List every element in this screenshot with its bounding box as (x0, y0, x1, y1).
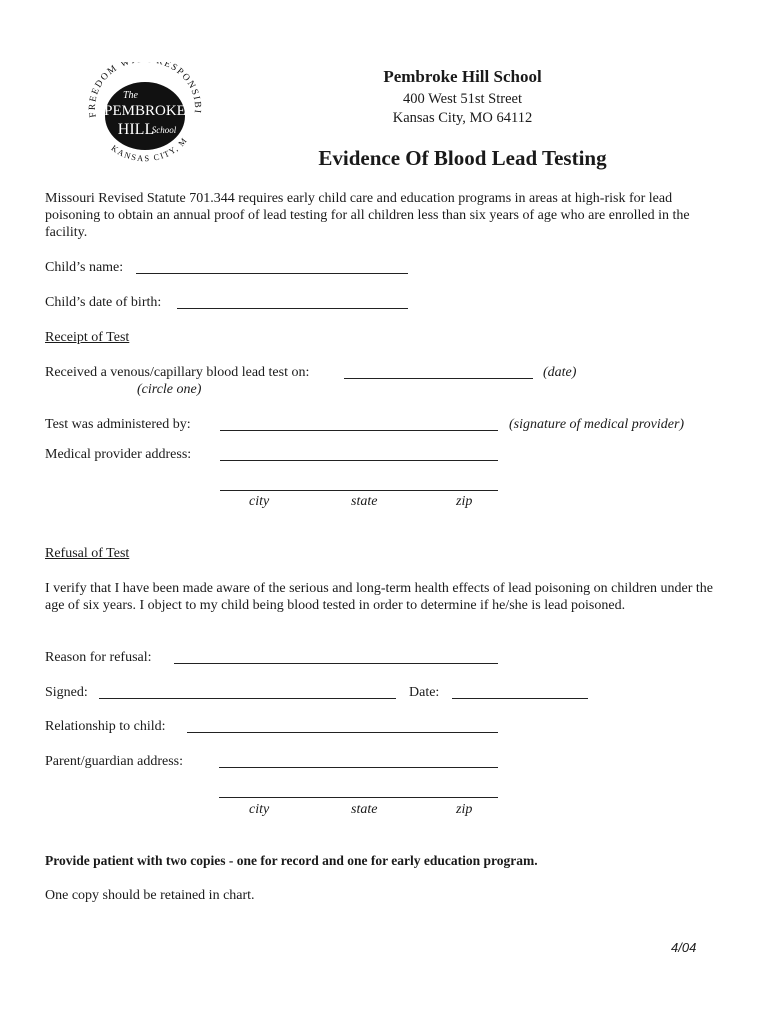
school-logo (78, 62, 212, 172)
guardian-city-hint: city (249, 802, 270, 817)
svg-text:FREEDOM WITH RESPONSIBILITY: FREEDOM W RESPONSIBI (87, 62, 203, 119)
provider-signature-field[interactable] (220, 430, 498, 431)
refusal-date-label: Date: (409, 685, 440, 700)
reason-field[interactable] (174, 663, 498, 664)
child-name-label: Child’s name: (45, 260, 124, 275)
provider-city-hint: city (249, 494, 270, 509)
signature-hint: (signature of medical provider) (509, 417, 685, 432)
relationship-label: Relationship to child: (45, 719, 166, 734)
school-street: 400 West 51st Street (403, 91, 522, 107)
relationship-field[interactable] (187, 732, 498, 733)
svg-text:The: The (123, 90, 138, 101)
svg-text:School: School (151, 125, 177, 135)
form-title: Evidence Of Blood Lead Testing (318, 146, 607, 170)
provider-zip-hint: zip (456, 494, 473, 509)
svg-text:HILL: HILL (117, 121, 155, 138)
guardian-address-field[interactable] (219, 767, 498, 768)
child-name-field[interactable] (136, 273, 408, 274)
test-date-field[interactable] (344, 378, 533, 379)
provider-address-field[interactable] (220, 460, 498, 461)
reason-label: Reason for refusal: (45, 650, 152, 665)
provider-address-label: Medical provider address: (45, 447, 192, 462)
signed-field[interactable] (99, 698, 396, 699)
school-city: Kansas City, MO 64112 (392, 110, 533, 126)
signed-label: Signed: (45, 685, 88, 700)
administered-by-label: Test was administered by: (45, 417, 191, 432)
guardian-address-label: Parent/guardian address: (45, 754, 184, 769)
intro-paragraph: Missouri Revised Statute 701.344 requires early child care and education programs in areas at high-risk for lead poisoning to obtain an annual proof of lead testing for all children less than six years of age who are enrolled in the facility. (45, 191, 690, 240)
refusal-heading: Refusal of Test (45, 546, 130, 561)
guardian-city-state-zip-field[interactable] (219, 797, 498, 798)
retain-note: One copy should be retained in chart. (45, 888, 255, 903)
guardian-state-hint: state (351, 802, 378, 817)
copies-note: Provide patient with two copies - one for record and one for early education program. (45, 853, 538, 868)
svg-text:KANSAS CITY, MISSOURI: KANSAS CITY, M (109, 134, 190, 164)
receipt-heading: Receipt of Test (45, 330, 130, 345)
refusal-date-field[interactable] (452, 698, 588, 699)
child-dob-label: Child’s date of birth: (45, 295, 162, 310)
date-hint: (date) (543, 365, 577, 380)
revision-date: 4/04 (671, 940, 697, 955)
provider-state-hint: state (351, 494, 378, 509)
school-name: Pembroke Hill School (383, 67, 542, 86)
child-dob-field[interactable] (177, 308, 408, 309)
received-label: Received a venous/capillary blood lead test on: (45, 365, 310, 380)
circle-one-hint: (circle one) (137, 382, 202, 397)
guardian-zip-hint: zip (456, 802, 473, 817)
provider-city-state-zip-field[interactable] (220, 490, 498, 491)
svg-text:PEMBROKE: PEMBROKE (104, 103, 186, 119)
refusal-statement: I verify that I have been made aware of the serious and long-term health effects of lead poisoning on children under the age of six years. I object to my child being blood tested in order to determine if he/she is lead poisoned. (45, 581, 713, 613)
